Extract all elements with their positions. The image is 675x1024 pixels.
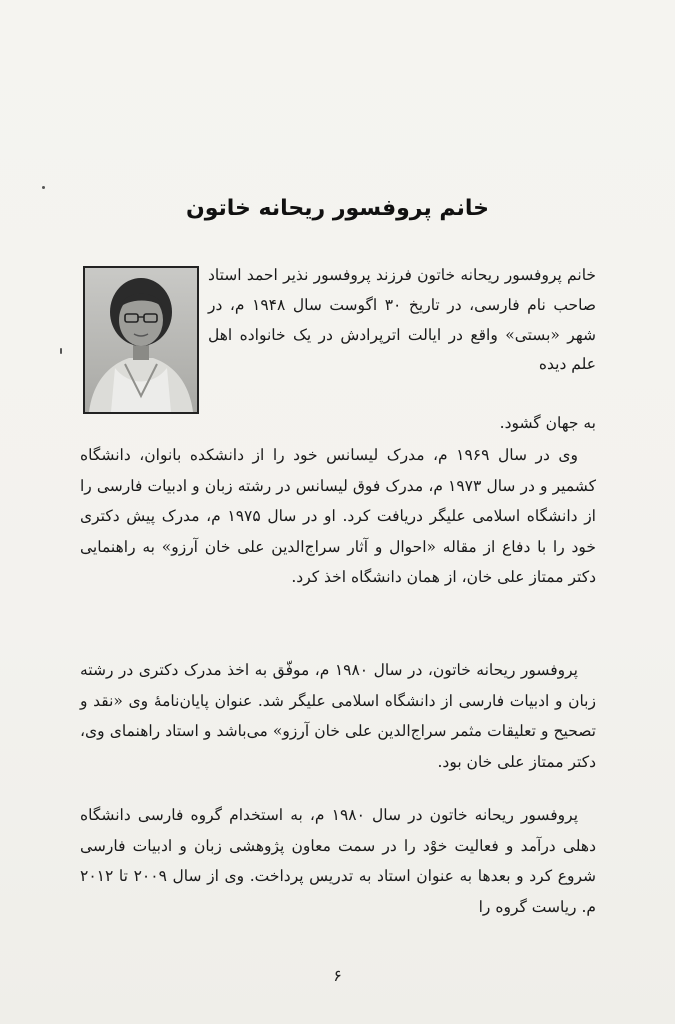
intro-paragraph-continued: به جهان گشود. [499,414,596,432]
scan-speck [60,348,62,354]
education-paragraph: وی در سال ۱۹۶۹ م، مدرک لیسانس خود را از دانشکده بانوان، دانشگاه کشمیر و در سال ۱۹۷۳ م، مدرک فوق لیسانس در رشته زبان و ادبیات فارسی را از دانشگاه اسلامی علیگر دریافت کرد. او در سال ۱۹۷۵ م، مدرک پیش دکتری خود را با دفاع از مقاله «احوال و آثار سراج‌الدین علی خان آرزو» به راهنمایی دکتر ممتاز علی خان، از همان دانشگاه اخذ کرد. [80,446,596,586]
portrait-icon [85,268,197,412]
page-number: ۶ [333,966,342,985]
career-paragraph: پروفسور ریحانه خاتون در سال ۱۹۸۰ م، به استخدام گروه فارسی دانشگاه دهلی درآمد و فعالیت خوْد را در سمت معاون پژوهشی زبان و ادبیات فارسی شروع کرد و بعدها به عنوان استاد به تدریس پرداخت. وی از سال ۲۰۰۹ تا ۲۰۱۲ م. ریاست گروه را [80,806,596,916]
page-title: خانم پروفسور ریحانه خاتون [185,196,490,221]
portrait-photo [83,266,199,414]
intro-paragraph: خانم پروفسور ریحانه خاتون فرزند پروفسور نذیر احمد استاد صاحب نام فارسی، در تاریخ ۳۰ اگوست سال ۱۹۴۸ م، در شهر «بستی» واقع در ایالت اترپرادش در یک خانواده اهل علم دیده [208,266,597,374]
scan-speck [42,186,45,189]
doctorate-paragraph: پروفسور ریحانه خاتون، در سال ۱۹۸۰ م، موفّق به اخذ مدرک دکتری در رشته زبان و ادبیات فارسی از دانشگاه اسلامی علیگر شد. عنوان پایان‌نامهٔ وی «نقد و تصحیح و تعلیقات مثمر سراج‌الدین علی خان آرزو» می‌باشد و استاد راهنمای وی، دکتر ممتاز علی خان بود. [80,661,596,771]
